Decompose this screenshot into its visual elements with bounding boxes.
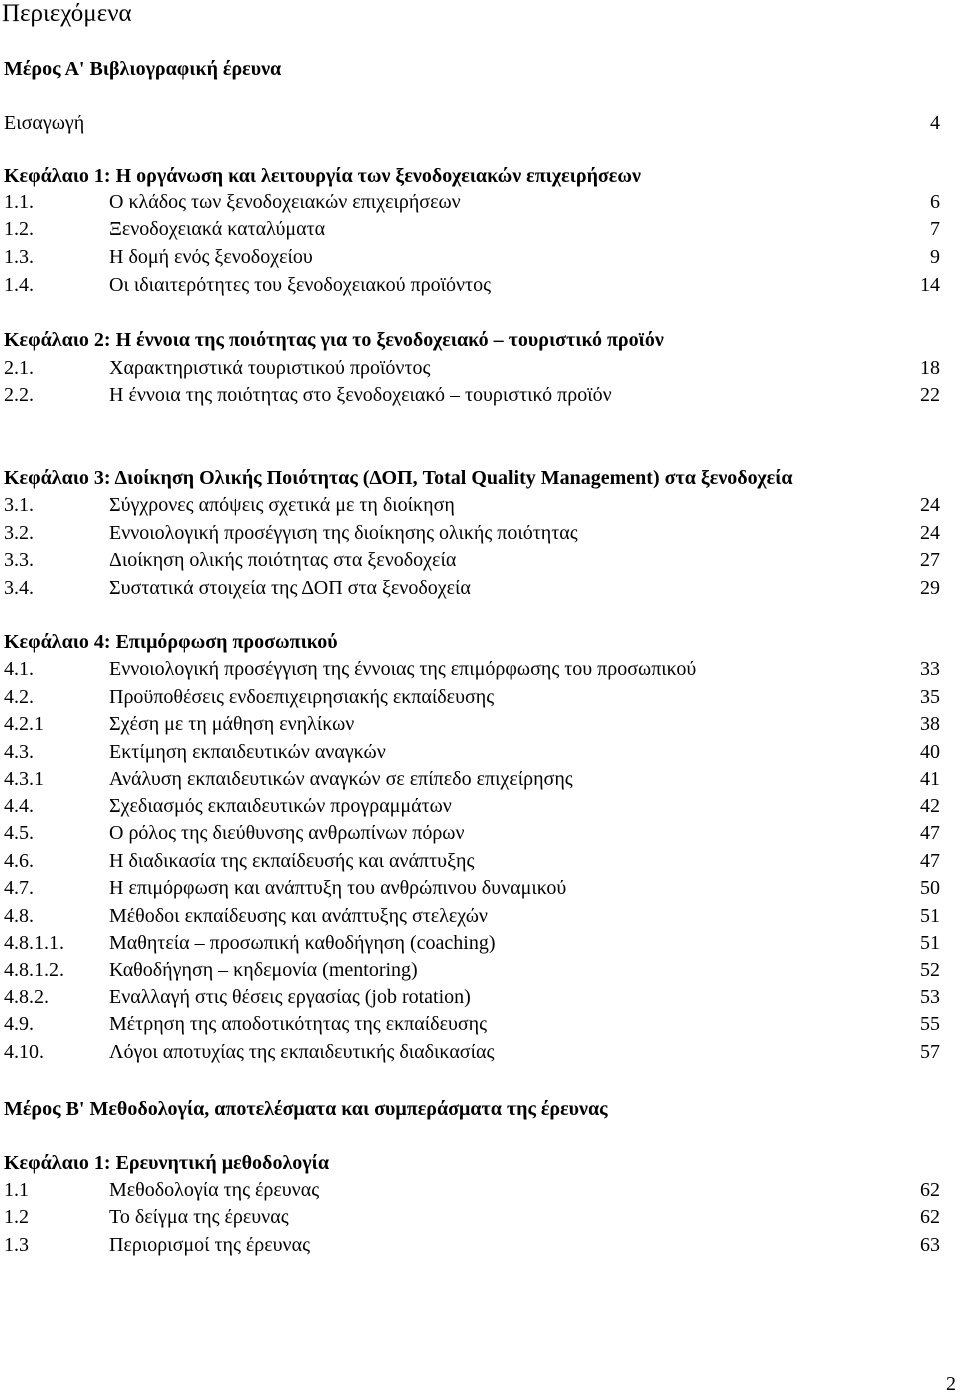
toc-entry[interactable]	[4, 711, 940, 737]
toc-entry-number: 3.3.	[4, 549, 34, 571]
toc-entry-page: 55	[920, 1013, 940, 1035]
chapter-b1-heading	[4, 1150, 940, 1176]
toc-entry-page: 33	[920, 658, 940, 680]
chapter-heading-text: Κεφάλαιο 1: Ερευνητική μεθοδολογία	[4, 1152, 329, 1174]
toc-entry-text: Μεθοδολογία της έρευνας	[109, 1179, 320, 1201]
toc-entry-page: 47	[920, 850, 940, 872]
toc-entry-number: 4.8.1.2.	[4, 959, 64, 981]
toc-entry[interactable]	[4, 1039, 940, 1065]
toc-entry[interactable]	[4, 1204, 940, 1230]
toc-entry[interactable]	[4, 656, 940, 682]
page-title: Περιεχόμενα	[2, 0, 132, 27]
toc-entry[interactable]	[4, 875, 940, 901]
toc-entry-number: 3.2.	[4, 522, 34, 544]
toc-entry-page: 9	[930, 246, 940, 268]
toc-entry[interactable]	[4, 547, 940, 573]
chapter-heading-text: Κεφάλαιο 3: Διοίκηση Ολικής Ποιότητας (ΔΟΠ, Total Quality Management) στα ξενοδοχεία	[4, 467, 793, 489]
toc-entry[interactable]	[4, 684, 940, 710]
toc-entry-page: 6	[930, 191, 940, 213]
toc-entry-text: Το δείγμα της έρευνας	[109, 1206, 289, 1228]
toc-entry[interactable]	[4, 1177, 940, 1203]
toc-entry-text: Λόγοι αποτυχίας της εκπαιδευτικής διαδικασίας	[109, 1041, 495, 1063]
toc-entry-page: 4	[930, 112, 940, 134]
toc-entry-number: 4.8.1.1.	[4, 932, 64, 954]
toc-entry-number: 3.4.	[4, 577, 34, 599]
toc-entry-page: 57	[920, 1041, 940, 1063]
toc-entry-page: 24	[920, 494, 940, 516]
toc-entry[interactable]	[4, 848, 940, 874]
toc-entry[interactable]	[4, 520, 940, 546]
toc-entry-text: Η διαδικασία της εκπαίδευσής και ανάπτυξης	[109, 850, 475, 872]
toc-entry-text: Ανάλυση εκπαιδευτικών αναγκών σε επίπεδο επιχείρησης	[109, 768, 573, 790]
toc-entry[interactable]	[4, 355, 940, 381]
toc-entry-introduction[interactable]	[4, 110, 940, 136]
toc-entry-number: 2.2.	[4, 384, 34, 406]
toc-entry-page: 51	[920, 932, 940, 954]
toc-entry-number: 1.2	[4, 1206, 29, 1228]
toc-entry-page: 22	[920, 384, 940, 406]
toc-entry[interactable]	[4, 492, 940, 518]
toc-entry[interactable]	[4, 244, 940, 270]
toc-entry-page: 52	[920, 959, 940, 981]
toc-entry-text: Η επιμόρφωση και ανάπτυξη του ανθρώπινου δυναμικού	[109, 877, 567, 899]
toc-entry-page: 24	[920, 522, 940, 544]
toc-entry-text: Προϋποθέσεις ενδοεπιχειρησιακής εκπαίδευσης	[109, 686, 495, 708]
toc-entry-page: 38	[920, 713, 940, 735]
toc-entry[interactable]	[4, 957, 940, 983]
toc-entry-number: 4.8.	[4, 905, 34, 927]
toc-entry-number: 1.3.	[4, 246, 34, 268]
toc-entry[interactable]	[4, 272, 940, 298]
toc-entry-number: 4.6.	[4, 850, 34, 872]
toc-entry-page: 62	[920, 1206, 940, 1228]
toc-entry-number: 4.7.	[4, 877, 34, 899]
toc-entry-page: 40	[920, 741, 940, 763]
toc-entry-text: Σύγχρονες απόψεις σχετικά με τη διοίκηση	[109, 494, 455, 516]
toc-entry[interactable]	[4, 739, 940, 765]
toc-entry-page: 50	[920, 877, 940, 899]
toc-entry-number: 3.1.	[4, 494, 34, 516]
part-b-heading: Μέρος Β' Μεθοδολογία, αποτελέσματα και συμπεράσματα της έρευνας	[4, 1098, 608, 1120]
toc-entry-text: Εκτίμηση εκπαιδευτικών αναγκών	[109, 741, 386, 763]
toc-entry-text: Η δομή ενός ξενοδοχείου	[109, 246, 313, 268]
toc-entry-number: 4.3.	[4, 741, 34, 763]
toc-entry-page: 14	[920, 274, 940, 296]
chapter-a1-heading	[4, 163, 940, 189]
toc-entry-number: 4.3.1	[4, 768, 44, 790]
toc-entry-page: 53	[920, 986, 940, 1008]
toc-entry-page: 27	[920, 549, 940, 571]
toc-entry[interactable]	[4, 903, 940, 929]
toc-entry-page: 62	[920, 1179, 940, 1201]
toc-entry[interactable]	[4, 1011, 940, 1037]
toc-entry-number: 4.10.	[4, 1041, 44, 1063]
part-a-heading: Μέρος Α' Βιβλιογραφική έρευνα	[4, 58, 282, 80]
chapter-heading-text: Κεφάλαιο 1: Η οργάνωση και λειτουργία των ξενοδοχειακών επιχειρήσεων	[4, 165, 641, 187]
toc-entry[interactable]	[4, 189, 940, 215]
chapter-heading-text: Κεφάλαιο 2: Η έννοια της ποιότητας για το ξενοδοχειακό – τουριστικό προϊόν	[4, 329, 664, 351]
toc-entry-text: Εισαγωγή	[4, 112, 85, 134]
toc-entry-number: 4.9.	[4, 1013, 34, 1035]
toc-entry-number: 4.1.	[4, 658, 34, 680]
toc-entry-number: 4.2.	[4, 686, 34, 708]
toc-entry-number: 1.2.	[4, 218, 34, 240]
toc-entry[interactable]	[4, 793, 940, 819]
toc-entry-number: 2.1.	[4, 357, 34, 379]
toc-entry-text: Ξενοδοχειακά καταλύματα	[109, 218, 326, 240]
toc-entry-text: Σχεδιασμός εκπαιδευτικών προγραμμάτων	[109, 795, 452, 817]
toc-entry[interactable]	[4, 216, 940, 242]
toc-entry-text: Μέθοδοι εκπαίδευσης και ανάπτυξης στελεχών	[109, 905, 488, 927]
chapter-a3-heading	[4, 465, 940, 491]
chapter-a2-heading	[4, 327, 940, 353]
toc-entry-number: 1.1.	[4, 191, 34, 213]
chapter-heading-text: Κεφάλαιο 4: Επιμόρφωση προσωπικού	[4, 631, 338, 653]
toc-entry-text: Μέτρηση της αποδοτικότητας της εκπαίδευσης	[109, 1013, 488, 1035]
toc-entry-page: 35	[920, 686, 940, 708]
toc-entry-text: Εναλλαγή στις θέσεις εργασίας (job rotation)	[109, 986, 471, 1008]
toc-entry-page: 7	[930, 218, 940, 240]
toc-entry-page: 29	[920, 577, 940, 599]
toc-entry-page: 63	[920, 1234, 940, 1256]
toc-entry-number: 1.4.	[4, 274, 34, 296]
toc-entry-text: Η έννοια της ποιότητας στο ξενοδοχειακό – τουριστικό προϊόν	[109, 384, 612, 406]
toc-entry-text: Εννοιολογική προσέγγιση της διοίκησης ολικής ποιότητας	[109, 522, 578, 544]
toc-entry-text: Εννοιολογική προσέγγιση της έννοιας της επιμόρφωσης του προσωπικού	[109, 658, 697, 680]
toc-entry-text: Ο ρόλος της διεύθυνσης ανθρωπίνων πόρων	[109, 822, 465, 844]
toc-entry[interactable]	[4, 930, 940, 956]
chapter-a4-heading	[4, 629, 940, 655]
toc-entry-text: Χαρακτηριστικά τουριστικού προϊόντος	[109, 357, 431, 379]
toc-entry[interactable]	[4, 984, 940, 1010]
toc-entry-page: 42	[920, 795, 940, 817]
toc-entry-text: Συστατικά στοιχεία της ΔΟΠ στα ξενοδοχεία	[109, 577, 471, 599]
toc-entry-text: Ο κλάδος των ξενοδοχειακών επιχειρήσεων	[109, 191, 461, 213]
toc-entry-text: Διοίκηση ολικής ποιότητας στα ξενοδοχεία	[109, 549, 457, 571]
toc-entry[interactable]	[4, 575, 940, 601]
toc-entry[interactable]	[4, 382, 940, 408]
toc-entry[interactable]	[4, 820, 940, 846]
page-number: 2	[946, 1373, 956, 1395]
toc-entry[interactable]	[4, 766, 940, 792]
toc-entry[interactable]	[4, 1232, 940, 1258]
toc-entry-text: Μαθητεία – προσωπική καθοδήγηση (coaching)	[109, 932, 496, 954]
toc-entry-text: Περιορισμοί της έρευνας	[109, 1234, 310, 1256]
toc-entry-page: 51	[920, 905, 940, 927]
toc-entry-text: Καθοδήγηση – κηδεμονία (mentoring)	[109, 959, 418, 981]
toc-entry-page: 18	[920, 357, 940, 379]
toc-entry-page: 41	[920, 768, 940, 790]
toc-entry-text: Σχέση με τη μάθηση ενηλίκων	[109, 713, 355, 735]
toc-entry-number: 4.8.2.	[4, 986, 49, 1008]
toc-entry-number: 4.4.	[4, 795, 34, 817]
toc-entry-number: 1.1	[4, 1179, 29, 1201]
toc-entry-number: 4.2.1	[4, 713, 44, 735]
toc-entry-page: 47	[920, 822, 940, 844]
toc-entry-text: Οι ιδιαιτερότητες του ξενοδοχειακού προϊόντος	[109, 274, 491, 296]
toc-entry-number: 1.3	[4, 1234, 29, 1256]
toc-entry-number: 4.5.	[4, 822, 34, 844]
